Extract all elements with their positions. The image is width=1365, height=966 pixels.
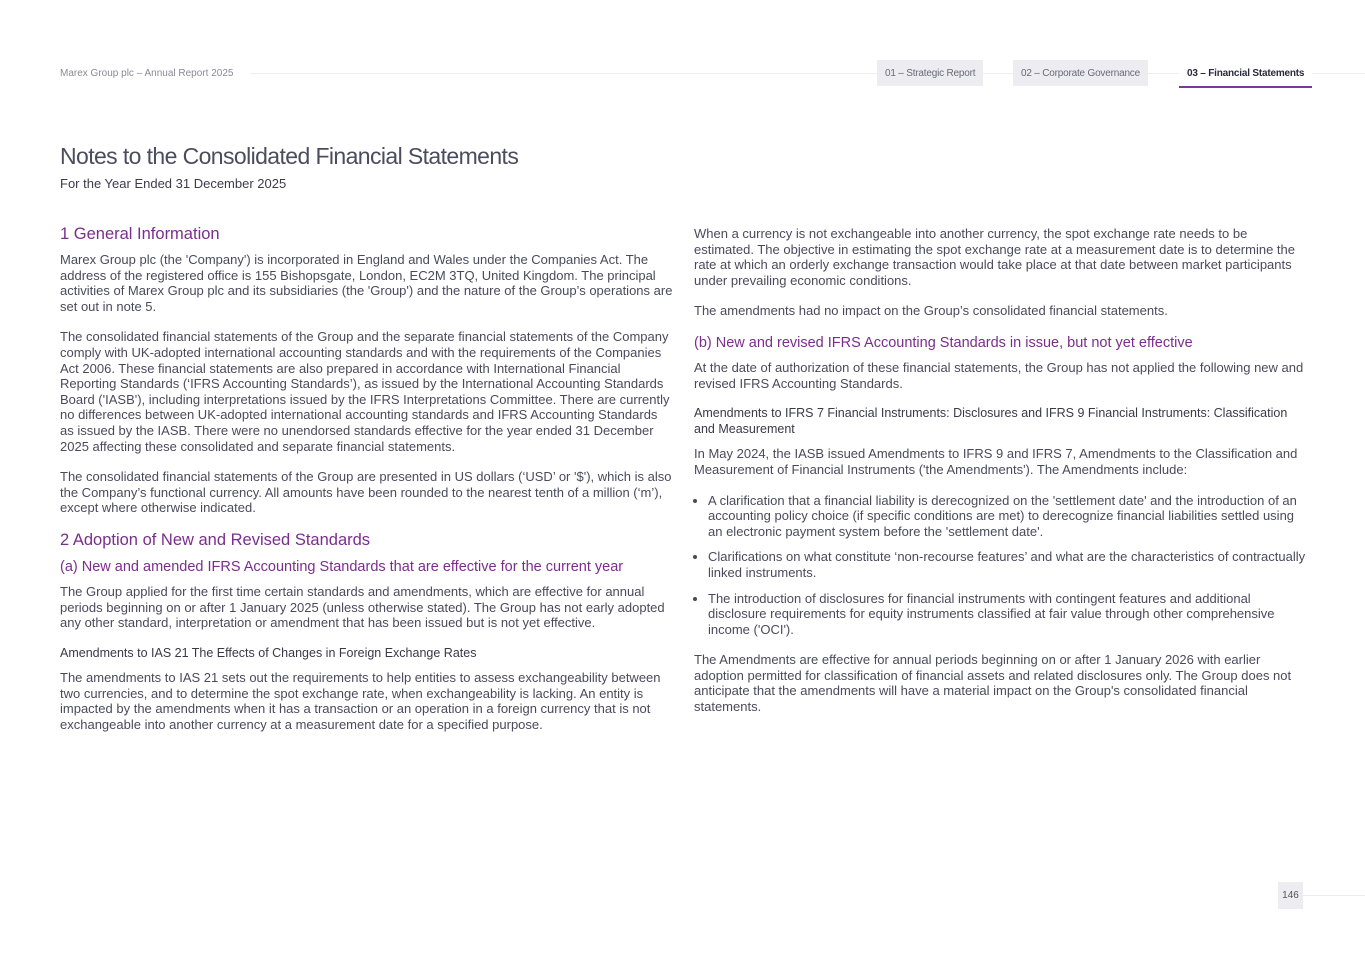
paragraph: The amendments had no impact on the Group’s consolidated financial statements. (694, 303, 1168, 319)
footer-divider (1300, 895, 1365, 896)
list-item: • A clarification that a financial liability is derecognized on the 'settlement date' and the introduction of an accounting policy choice (if specific conditions are met) to derecognize financial liabilities settled using an electronic payment system before the 'settlement date'. (708, 493, 1308, 540)
tab-financial-statements[interactable]: 03 – Financial Statements (1179, 60, 1312, 88)
subsection-heading: (a) New and amended IFRS Accounting Standards that are effective for the current year (60, 558, 624, 575)
left-column (60, 225, 674, 748)
right-column (694, 226, 1308, 730)
bullet-list (694, 493, 1308, 638)
paragraph: The consolidated financial statements of the Group and the separate financial statements of the Company comply with UK-adopted international accounting standards and with the requirements of the Companies Act 2006. These financial statements are also prepared in accordance with International Financial Reporting Standards (‘IFRS Accounting Standards’), as issued by the International Accounting Standards Board ('IASB'), including interpretations issued by the IFRS Interpretations Committee. There are currently no differences between UK-adopted international accounting standards and IFRS Accounting Standards as issued by the IASB. There were no unendorsed standards effective for the year ended 31 December 2025 affecting these consolidated and separate financial statements. (60, 329, 670, 454)
tab-corporate-governance[interactable]: 02 – Corporate Governance (1013, 60, 1148, 86)
list-item: • The introduction of disclosures for financial instruments with contingent features and additional disclosure requirements for equity instruments classified at fair value through other comprehensive income ('OCI'). (708, 591, 1308, 638)
page-subtitle: For the Year Ended 31 December 2025 (60, 176, 287, 191)
minor-heading: Amendments to IAS 21 The Effects of Changes in Foreign Exchange Rates (60, 645, 477, 660)
list-item: • Clarifications on what constitute ‘non-recourse features’ and what are the characteristics of contractually linked instruments. (708, 549, 1308, 580)
paragraph: Marex Group plc (the 'Company') is incorporated in England and Wales under the Companies Act. The address of the registered office is 155 Bishopsgate, London, EC2M 3TQ, United Kingdom. The principal activities of Marex Group plc and its subsidiaries (the 'Group') and the nature of the Group’s operations are set out in note 5. (60, 252, 673, 314)
minor-heading: Amendments to IFRS 7 Financial Instruments: Disclosures and IFRS 9 Financial Instruments: Classification and Measurement (694, 406, 1288, 436)
section-heading: 2 Adoption of New and Revised Standards (60, 530, 371, 549)
paragraph: The Amendments are effective for annual periods beginning on or after 1 January 2026 with earlier adoption permitted for classification of financial assets and related disclosures only. The Group does not anticipate that the amendments will have a material impact on the Group's consolidated financial statements. (694, 652, 1292, 715)
paragraph: The consolidated financial statements of the Group are presented in US dollars (‘USD’ or '$'), which is also the Company’s functional currency. All amounts have been rounded to the nearest tenth of a million (‘m’), except where otherwise indicated. (60, 469, 672, 516)
paragraph: In May 2024, the IASB issued Amendments to IFRS 9 and IFRS 7, Amendments to the Classification and Measurement of Financial Instruments ('the Amendments'). The Amendments include: (694, 446, 1298, 477)
tab-strategic-report[interactable]: 01 – Strategic Report (877, 60, 983, 86)
paragraph: When a currency is not exchangeable into another currency, the spot exchange rate needs to be estimated. The objective in estimating the spot exchange rate at a measurement date is to determine the rate at which an orderly exchange transaction would take place at that date between market participants under prevailing economic conditions. (694, 226, 1295, 288)
paragraph: The Group applied for the first time certain standards and amendments, which are effective for annual periods beginning on or after 1 January 2025 (unless otherwise stated). The Group has not early adopted any other standard, interpretation or amendment that has been issued but is not yet effective. (60, 583, 665, 631)
subsection-heading: (b) New and revised IFRS Accounting Standards in issue, but not yet effective (694, 334, 1193, 351)
paragraph: The amendments to IAS 21 sets out the requirements to help entities to assess exchangeability between two currencies, and to determine the spot exchange rate, when exchangeability is lacking. An entity is impacted by the amendments when it has a transaction or an operation in a foreign currency that is not exchangeable into another currency at a measurement date for a specified purpose. (60, 670, 661, 733)
report-brand: Marex Group plc – Annual Report 2025 (60, 68, 241, 79)
section-heading: 1 General Information (60, 225, 220, 243)
page-title: Notes to the Consolidated Financial Statements (60, 143, 519, 169)
paragraph: At the date of authorization of these financial statements, the Group has not applied the following new and revised IFRS Accounting Standards. (694, 359, 1304, 391)
page-number: 146 (1278, 882, 1303, 909)
